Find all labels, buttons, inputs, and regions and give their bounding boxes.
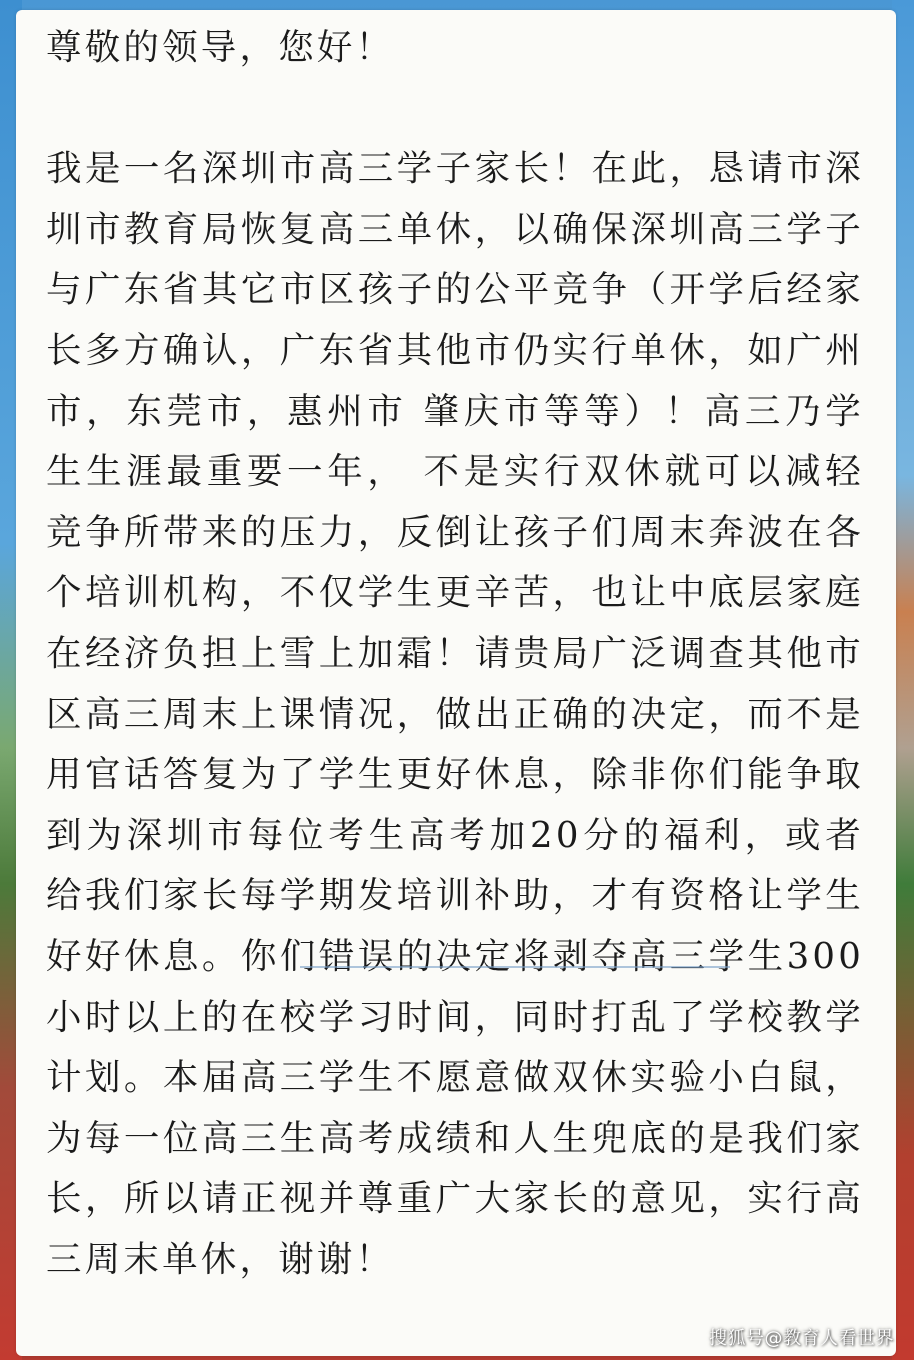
letter-body: 我是一名深圳市高三学子家长！在此，恳请市深圳市教育局恢复高三单休，以确保深圳高三学子与广东省其它市区孩子的公平竞争（开学后经家长多方确认，广东省其他市仍实行单休，如广州市，东莞市，惠州市 肇庆市等等）！高三乃学生生涯最重要一年， 不是实行双休就可以减轻竞争所带来的压力，反倒让孩子们周末奔波在各个培训机构，不仅学生更辛苦，也让中底层家庭在经济负担上雪上加霜！请贵局广泛调查其他市区高三周末上课情况，做出正确的决定，而不是用官话答复为了学生更好休息，除非你们能争取到为深圳市每位考生高考加20分的福利，或者给我们家长每学期发培训补助，才有资格让学生好好休息。你们错误的决定将剥夺高三学生300小时以上的在校学习时间，同时打乱了学校教学计划。本届高三学生不愿意做双休实验小白鼠，为每一位高三生高考成绩和人生兜底的是我们家长，所以请正视并尊重广大家长的意见，实行高三周末单休，谢谢！ (46, 148, 864, 1280)
letter-greeting: 尊敬的领导，您好！ (46, 27, 395, 68)
watermark: 搜狐号@教育人看世界 (709, 1328, 894, 1349)
letter-text (46, 18, 864, 1290)
handwritten-underline (300, 962, 730, 968)
